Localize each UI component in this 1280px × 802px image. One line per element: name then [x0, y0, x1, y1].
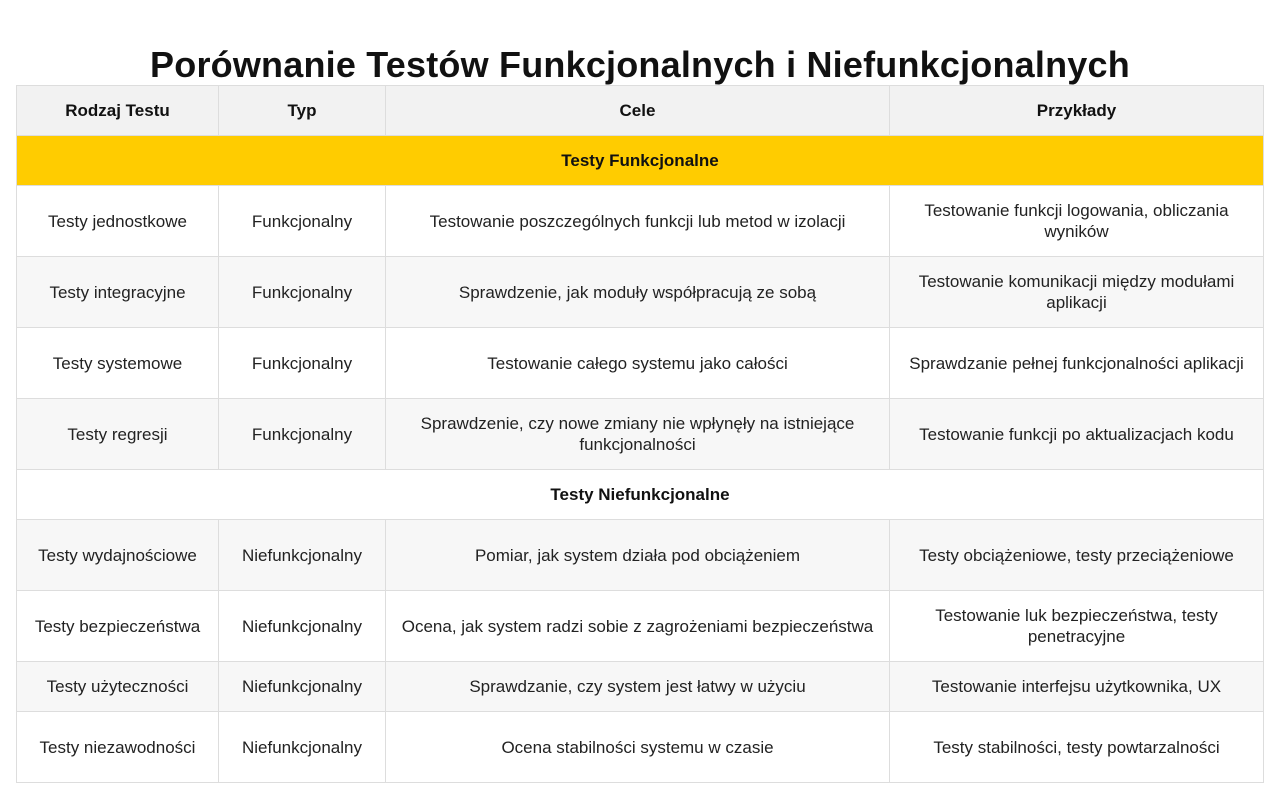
table-row: [17, 662, 1264, 712]
cell-type: Funkcjonalny: [219, 257, 386, 328]
cell-test-kind: Testy bezpieczeństwa: [17, 591, 219, 662]
table-row: [17, 712, 1264, 783]
comparison-table: [16, 85, 1264, 783]
cell-examples: Testy stabilności, testy powtarzalności: [890, 712, 1264, 783]
cell-test-kind: Testy niezawodności: [17, 712, 219, 783]
table-row: [17, 328, 1264, 399]
cell-test-kind: Testy integracyjne: [17, 257, 219, 328]
cell-examples: Testowanie funkcji po aktualizacjach kodu: [890, 399, 1264, 470]
cell-goals: Ocena, jak system radzi sobie z zagrożeniami bezpieczeństwa: [386, 591, 890, 662]
section-row-functional: [17, 136, 1264, 186]
table-row: [17, 257, 1264, 328]
cell-examples: Testowanie komunikacji między modułami aplikacji: [890, 257, 1264, 328]
cell-type: Niefunkcjonalny: [219, 662, 386, 712]
cell-type: Niefunkcjonalny: [219, 520, 386, 591]
cell-test-kind: Testy systemowe: [17, 328, 219, 399]
cell-test-kind: Testy jednostkowe: [17, 186, 219, 257]
cell-type: Niefunkcjonalny: [219, 591, 386, 662]
header-rodzaj-testu: Rodzaj Testu: [17, 86, 219, 136]
cell-goals: Testowanie całego systemu jako całości: [386, 328, 890, 399]
cell-examples: Testowanie interfejsu użytkownika, UX: [890, 662, 1264, 712]
section-label: Testy Funkcjonalne: [17, 136, 1264, 186]
cell-examples: Sprawdzanie pełnej funkcjonalności aplikacji: [890, 328, 1264, 399]
header-przyklady: Przykłady: [890, 86, 1264, 136]
cell-goals: Testowanie poszczególnych funkcji lub metod w izolacji: [386, 186, 890, 257]
cell-type: Funkcjonalny: [219, 328, 386, 399]
table-row: [17, 399, 1264, 470]
cell-goals: Sprawdzanie, czy system jest łatwy w użyciu: [386, 662, 890, 712]
cell-examples: Testowanie funkcji logowania, obliczania wyników: [890, 186, 1264, 257]
table-row: [17, 186, 1264, 257]
cell-type: Niefunkcjonalny: [219, 712, 386, 783]
cell-goals: Ocena stabilności systemu w czasie: [386, 712, 890, 783]
header-row: [17, 86, 1264, 136]
header-typ: Typ: [219, 86, 386, 136]
cell-examples: Testowanie luk bezpieczeństwa, testy penetracyjne: [890, 591, 1264, 662]
header-cele: Cele: [386, 86, 890, 136]
cell-type: Funkcjonalny: [219, 399, 386, 470]
cell-goals: Sprawdzenie, czy nowe zmiany nie wpłynęły na istniejące funkcjonalności: [386, 399, 890, 470]
cell-type: Funkcjonalny: [219, 186, 386, 257]
cell-test-kind: Testy wydajnościowe: [17, 520, 219, 591]
cell-test-kind: Testy użyteczności: [17, 662, 219, 712]
cell-goals: Pomiar, jak system działa pod obciążeniem: [386, 520, 890, 591]
cell-test-kind: Testy regresji: [17, 399, 219, 470]
page-title: Porównanie Testów Funkcjonalnych i Niefunkcjonalnych: [150, 44, 1130, 86]
table-row: [17, 520, 1264, 591]
section-row-nonfunctional: [17, 470, 1264, 520]
cell-goals: Sprawdzenie, jak moduły współpracują ze sobą: [386, 257, 890, 328]
cell-examples: Testy obciążeniowe, testy przeciążeniowe: [890, 520, 1264, 591]
section-label: Testy Niefunkcjonalne: [17, 470, 1264, 520]
table-row: [17, 591, 1264, 662]
